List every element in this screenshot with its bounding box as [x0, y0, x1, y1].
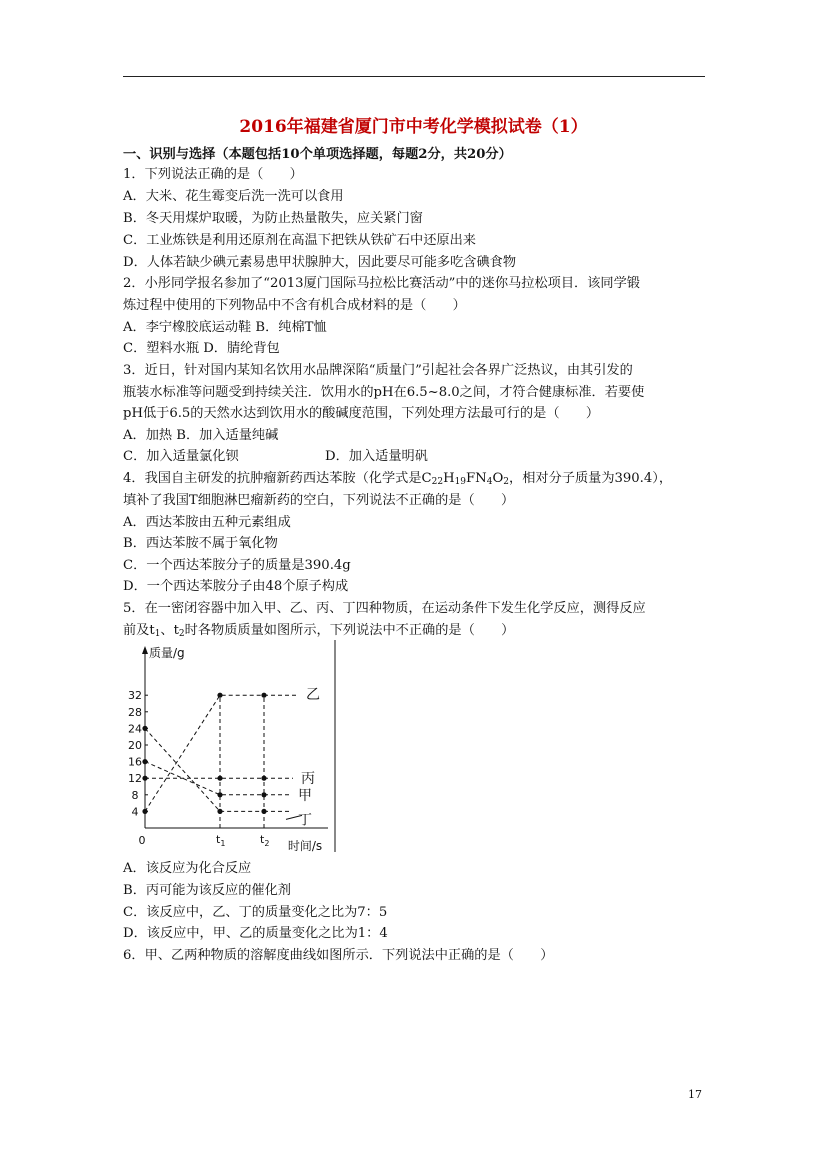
x-tick-label: $t_2$ [260, 833, 270, 848]
data-point [217, 693, 222, 698]
q4-option-c: C．一个西达苯胺分子的质量是390.4g [123, 558, 351, 573]
y-axis-label: 质量/g [149, 646, 185, 660]
mass-time-graph [123, 640, 338, 858]
series-label: 丁 [298, 812, 312, 829]
x-axis-label: 时间/s [287, 839, 323, 853]
data-point [142, 759, 147, 764]
data-point [217, 792, 222, 797]
question-3-line1: 3．近日，针对国内某知名饮用水品牌深陷“质量门”引起社会各界广泛热议，由其引发的 [123, 363, 633, 378]
y-tick-label: 28 [128, 705, 142, 719]
q5-option-a: A．该反应为化合反应 [123, 861, 252, 876]
series-line [145, 695, 264, 811]
page-title: 2016年福建省厦门市中考化学模拟试卷（1） [239, 117, 588, 137]
series-label: 丙 [301, 771, 315, 788]
question-1: 1．下列说法正确的是（ ） [123, 167, 303, 182]
q3-options-ab: A．加热 B．加入适量纯碱 [123, 428, 279, 443]
q4-option-b: B．西达苯胺不属于氧化物 [123, 536, 278, 551]
series-label: 甲 [298, 787, 312, 804]
question-4-line1: 4．我国自主研发的抗肿瘤新药西达苯胺（化学式是C22H19FN4O2，相对分子质量为390.4）， [123, 471, 673, 487]
data-point [217, 809, 222, 814]
y-tick-label: 24 [128, 722, 142, 736]
question-6: 6．甲、乙两种物质的溶解度曲线如图所示．下列说法中正确的是（ ） [123, 948, 554, 963]
series-label: 乙 [306, 687, 320, 704]
section-heading: 一、识别与选择（本题包括10个单项选择题，每题2分，共20分） [123, 147, 512, 162]
q5-option-b: B．丙可能为该反应的催化剂 [123, 883, 291, 898]
q5-option-d: D．该反应中，甲、乙的质量变化之比为1：4 [123, 926, 388, 941]
q1-option-b: B．冬天用煤炉取暖，为防止热量散失，应关紧门窗 [123, 211, 423, 226]
question-5-line1: 5．在一密闭容器中加入甲、乙、丙、丁四种物质，在运动条件下发生化学反应，测得反应 [123, 601, 646, 616]
q4-option-d: D．一个西达苯胺分子由48个原子构成 [123, 579, 349, 594]
y-tick-label: 16 [128, 755, 142, 769]
origin-label: 0 [138, 834, 146, 847]
question-5-line2: 前及t1、t2时各物质质量如图所示，下列说法中不正确的是（ ） [123, 623, 515, 639]
y-tick-label: 32 [128, 689, 142, 703]
q1-option-a: A．大米、花生霉变后洗一洗可以食用 [123, 189, 344, 204]
y-axis-arrow [142, 646, 148, 654]
q3-option-d: D．加入适量明矾 [325, 449, 428, 464]
data-point [142, 726, 147, 731]
q3-option-c: C．加入适量氯化钡 [123, 449, 239, 464]
series-line [145, 728, 264, 811]
q2-options-ab: A．李宁橡胶底运动鞋 B．纯棉T恤 [123, 320, 327, 335]
y-tick-label: 12 [128, 772, 142, 786]
data-point [142, 776, 147, 781]
q2-options-cd: C．塑料水瓶 D．腈纶背包 [123, 341, 280, 356]
q4-option-a: A．西达苯胺由五种元素组成 [123, 515, 291, 530]
header-rule [123, 76, 705, 77]
data-point [217, 776, 222, 781]
question-2-line1: 2．小彤同学报名参加了“2013厦门国际马拉松比赛活动”中的迷你马拉松项目．该同学锻 [123, 276, 640, 291]
q1-option-c: C．工业炼铁是利用还原剂在高温下把铁从铁矿石中还原出来 [123, 233, 476, 248]
question-3-line3: pH低于6.5的天然水达到饮用水的酸碱度范围，下列处理方法最可行的是（ ） [123, 406, 600, 421]
y-tick-label: 20 [128, 739, 142, 752]
q5-option-c: C．该反应中，乙、丁的质量变化之比为7：5 [123, 905, 388, 920]
q1-option-d: D．人体若缺少碘元素易患甲状腺肿大，因此要尽可能多吃含碘食物 [123, 255, 517, 270]
x-tick-label: $t_1$ [216, 833, 226, 848]
question-3-line2: 瓶装水标准等问题受到持续关注．饮用水的pH在6.5~8.0之间，才符合健康标准．若要使 [123, 385, 645, 400]
page-number: 17 [688, 1088, 702, 1101]
question-4-line2: 填补了我国T细胞淋巴瘤新药的空白，下列说法不正确的是（ ） [123, 493, 515, 508]
data-point [142, 809, 147, 814]
question-2-line2: 炼过程中使用的下列物品中不含有机合成材料的是（ ） [123, 298, 466, 313]
y-tick-label: 8 [131, 788, 139, 802]
y-tick-label: 4 [131, 805, 139, 819]
